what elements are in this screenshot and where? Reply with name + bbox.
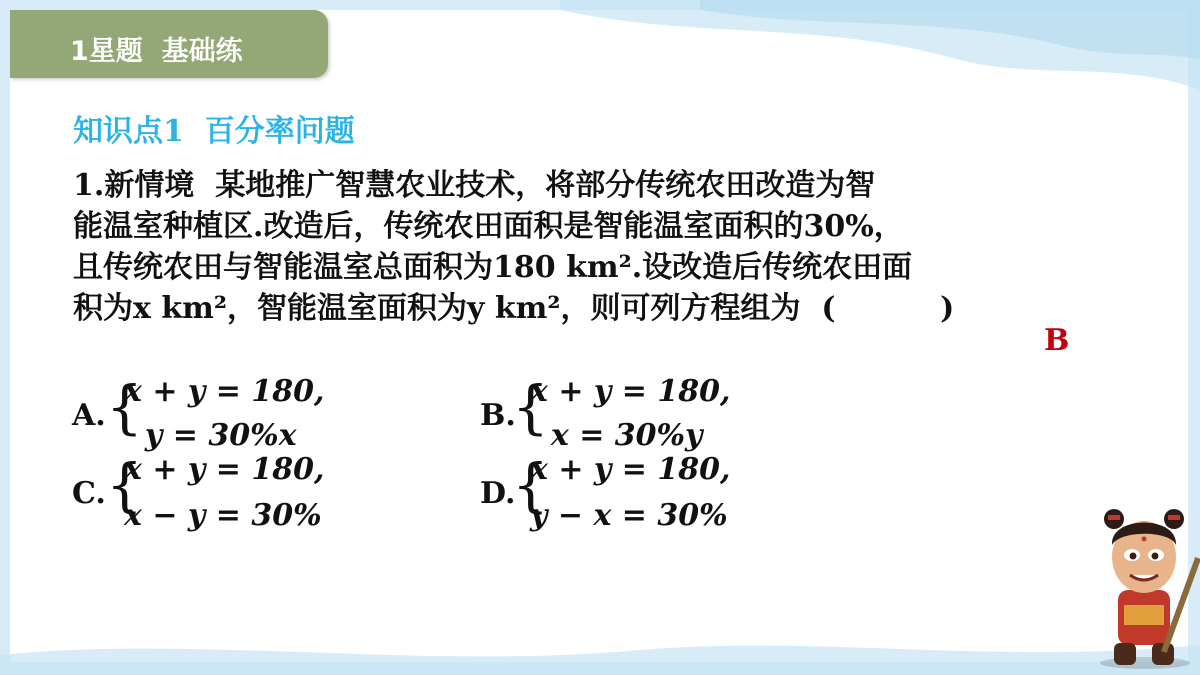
option-d-brace: { bbox=[512, 451, 549, 519]
option-c-eq2: x − y = 30% bbox=[124, 498, 322, 533]
option-a-eq2: y = 30%x bbox=[124, 418, 297, 453]
option-c-letter: C. bbox=[72, 476, 106, 511]
option-b-eq2: x = 30%y bbox=[530, 418, 703, 453]
knowledge-point-title: 知识点1 百分率问题 bbox=[73, 114, 355, 149]
option-d-eq1: x + y = 180, bbox=[530, 452, 731, 487]
option-c-brace: { bbox=[106, 451, 143, 519]
option-a-eq1: x + y = 180, bbox=[124, 374, 325, 409]
mascot-illustration bbox=[1090, 495, 1200, 670]
decorative-wave-bottom bbox=[0, 615, 1200, 675]
option-c-eq1: x + y = 180, bbox=[124, 452, 325, 487]
question-line-1: 1.新情境 某地推广智慧农业技术，将部分传统农田改造为智 bbox=[73, 168, 876, 203]
option-a-letter: A. bbox=[72, 398, 106, 433]
answer-mark: B bbox=[1044, 323, 1070, 358]
option-d-letter: D. bbox=[480, 476, 516, 511]
option-d-eq2: y − x = 30% bbox=[530, 498, 728, 533]
option-b-brace: { bbox=[512, 373, 549, 441]
question-line-3: 且传统农田与智能温室总面积为180 km².设改造后传统农田面 bbox=[73, 250, 913, 285]
option-a-brace: { bbox=[106, 373, 143, 441]
section-tab bbox=[10, 10, 328, 78]
section-tab-label: 1星题 基础练 bbox=[70, 36, 243, 67]
option-b-letter: B. bbox=[480, 398, 516, 433]
question-line-2: 能温室种植区.改造后，传统农田面积是智能温室面积的30%， bbox=[73, 209, 904, 244]
option-b-eq1: x + y = 180, bbox=[530, 374, 731, 409]
question-line-4: 积为x km²，智能温室面积为y km²，则可列方程组为 ( ) bbox=[73, 291, 955, 326]
